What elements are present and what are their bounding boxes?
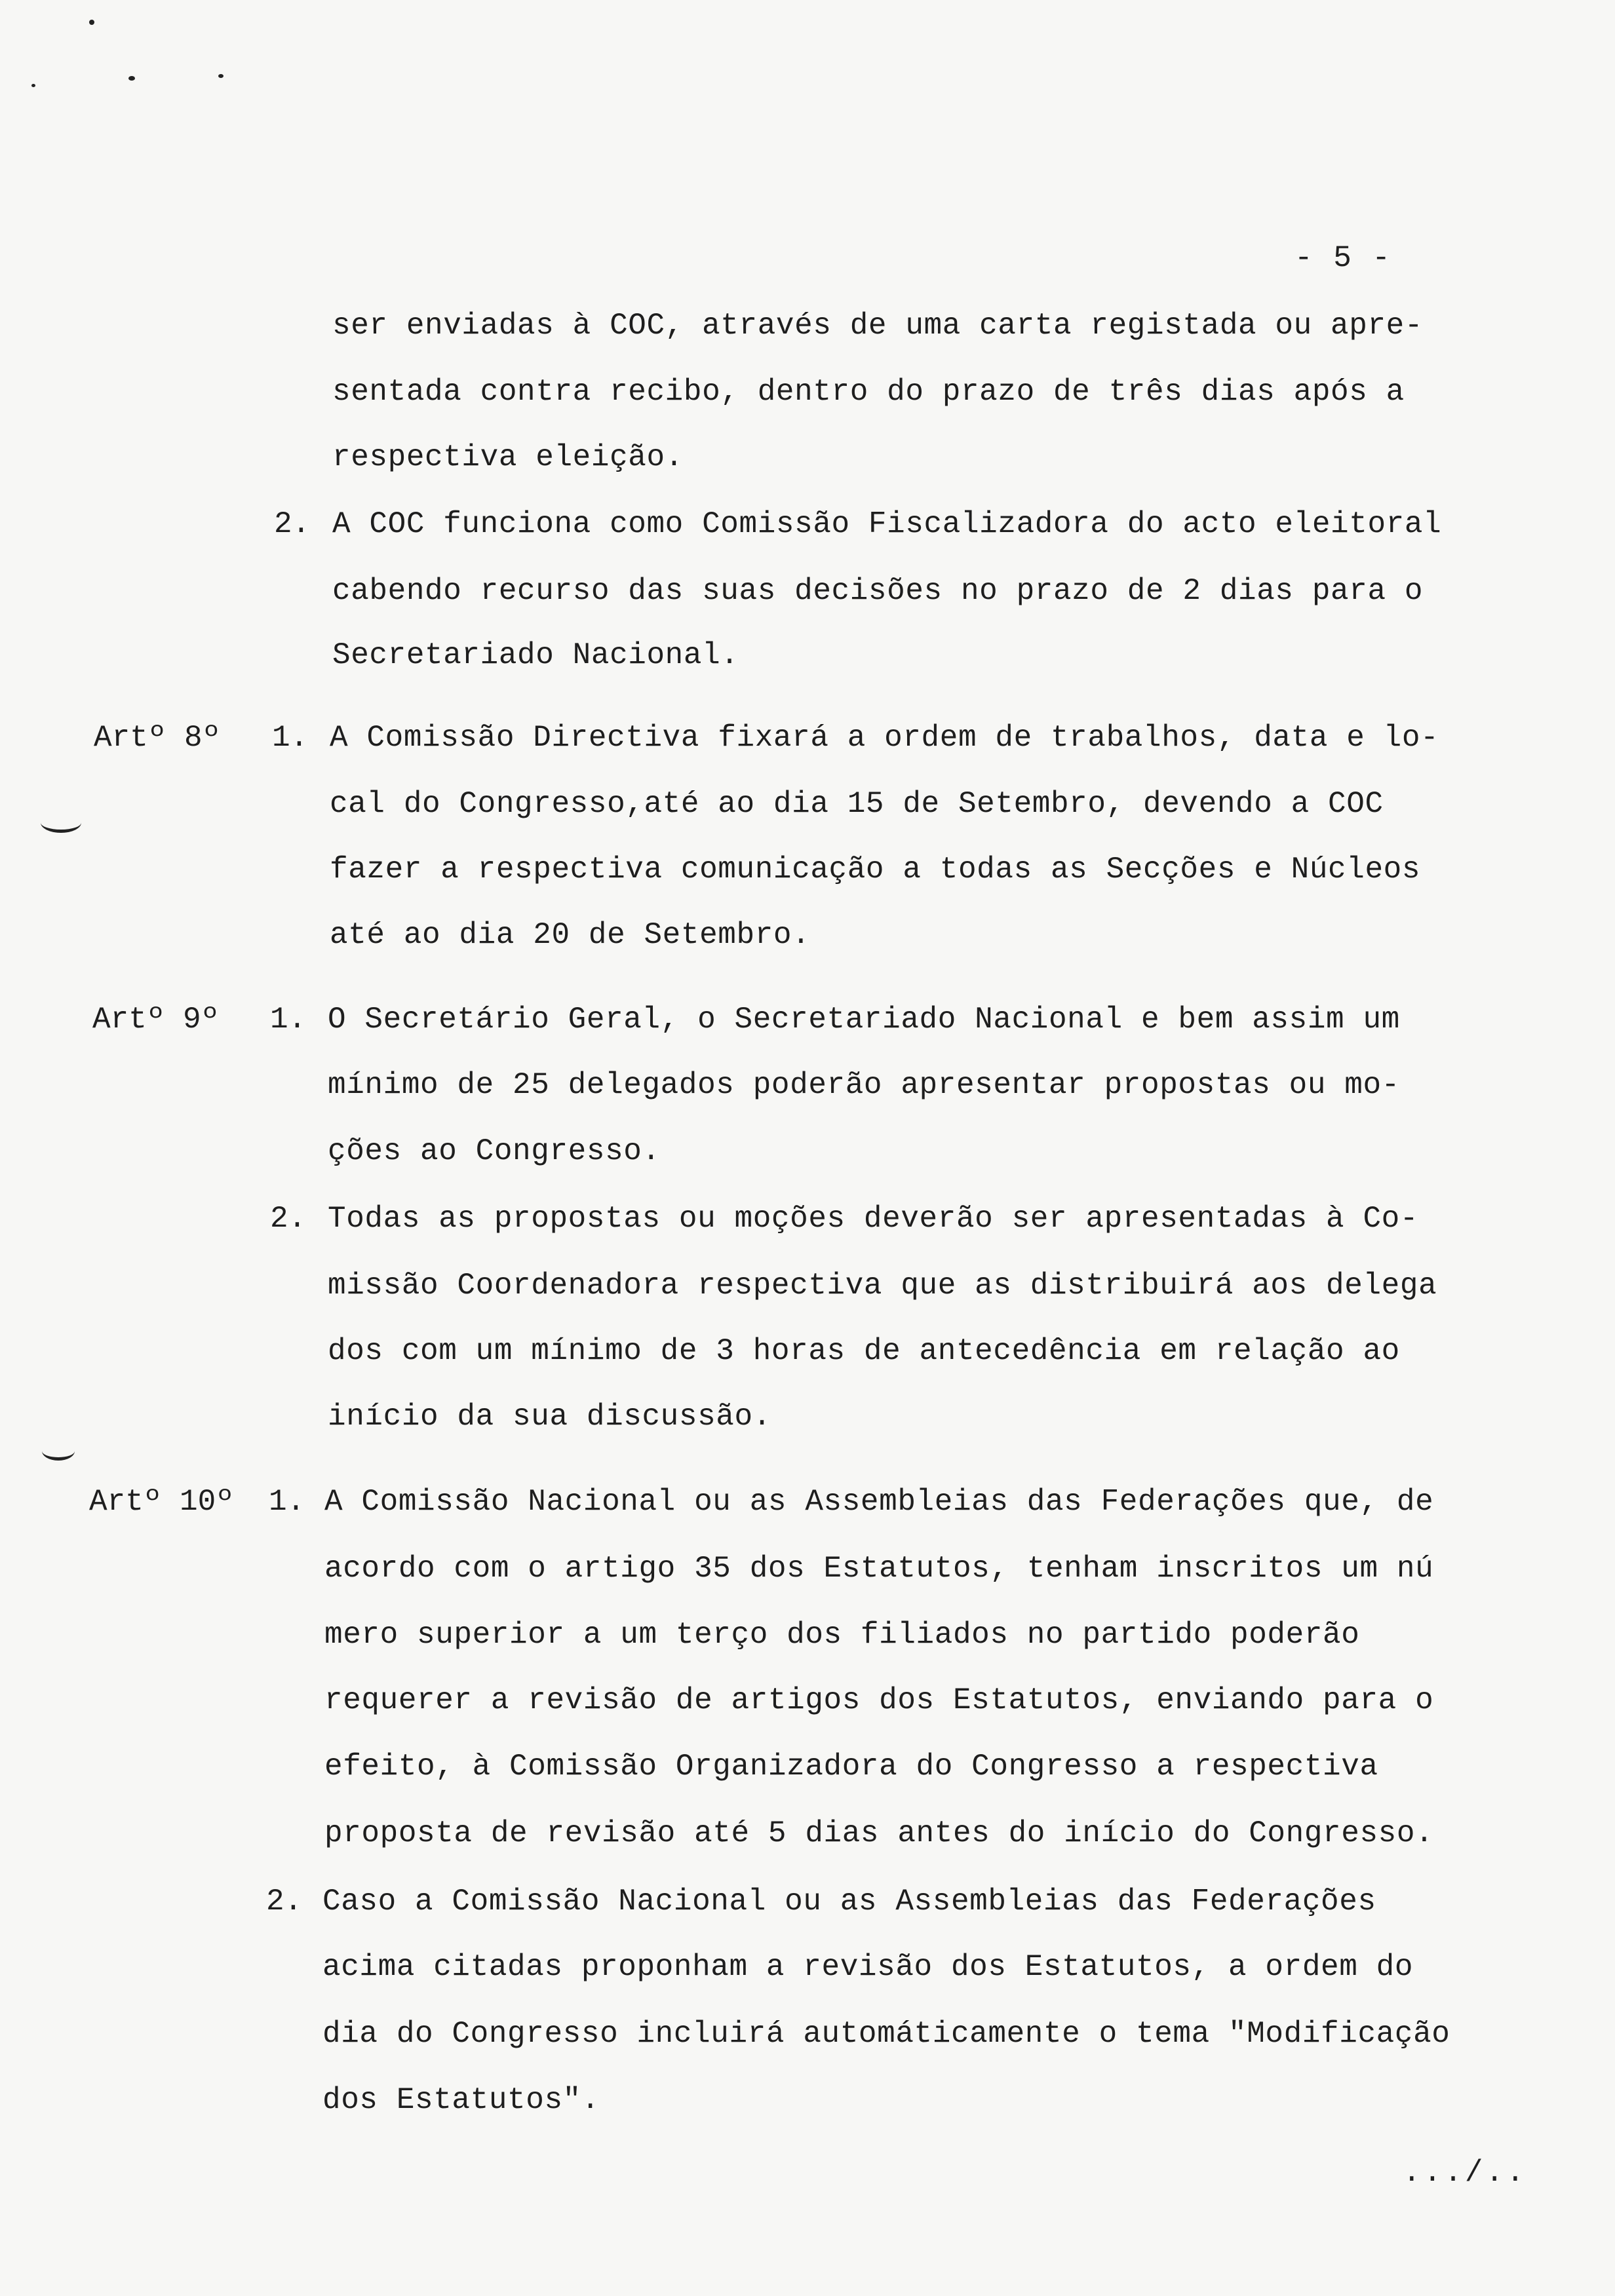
stray-mark — [31, 84, 35, 87]
text-line: dos com um mínimo de 3 horas de antecedência em relação ao — [328, 1334, 1400, 1368]
text-line: sentada contra recibo, dentro do prazo de três dias após a — [332, 375, 1405, 409]
stray-mark — [128, 76, 135, 81]
stray-mark — [218, 74, 224, 78]
text-line: Todas as propostas ou moções deverão ser apresentadas à Co- — [328, 1202, 1419, 1236]
text-line: cabendo recurso das suas decisões no prazo de 2 dias para o — [332, 574, 1424, 608]
article-label: Artº 8º — [94, 721, 221, 755]
margin-mark — [41, 813, 81, 833]
text-line: requerer a revisão de artigos dos Estatutos, enviando para o — [324, 1683, 1434, 1717]
item-number: 2. — [274, 507, 311, 541]
margin-mark — [42, 1442, 75, 1461]
text-line: Caso a Comissão Nacional ou as Assembleias das Federações — [322, 1885, 1376, 1919]
text-line: proposta de revisão até 5 dias antes do início do Congresso. — [324, 1816, 1434, 1850]
text-line: mínimo de 25 delegados poderão apresentar propostas ou mo- — [328, 1068, 1400, 1102]
text-line: até ao dia 20 de Setembro. — [330, 918, 811, 952]
text-line: ser enviadas à COC, através de uma carta registada ou apre- — [332, 309, 1424, 343]
stray-mark — [89, 20, 94, 25]
text-line: A COC funciona como Comissão Fiscalizadora do acto eleitoral — [332, 507, 1442, 541]
item-number: 2. — [266, 1885, 303, 1919]
article-label: Artº 10º — [89, 1485, 234, 1519]
text-line: dia do Congresso incluirá automáticamente o tema "Modificação — [322, 2017, 1450, 2051]
text-line: ções ao Congresso. — [328, 1134, 661, 1168]
text-line: A Comissão Directiva fixará a ordem de trabalhos, data e lo- — [330, 721, 1439, 755]
item-number: 2. — [270, 1202, 307, 1236]
text-line: Secretariado Nacional. — [332, 638, 739, 672]
continuation-mark: .../.. — [1403, 2156, 1527, 2190]
text-line: respectiva eleição. — [332, 440, 684, 474]
item-number: 1. — [270, 1003, 307, 1037]
text-line: mero superior a um terço dos filiados no partido poderão — [324, 1618, 1360, 1652]
text-line: início da sua discussão. — [328, 1400, 771, 1434]
article-label: Artº 9º — [92, 1003, 220, 1037]
page-number: - 5 - — [1294, 241, 1392, 275]
text-line: missão Coordenadora respectiva que as distribuirá aos delega — [328, 1269, 1437, 1303]
text-line: acordo com o artigo 35 dos Estatutos, tenham inscritos um nú — [324, 1552, 1434, 1586]
item-number: 1. — [272, 721, 309, 755]
text-line: fazer a respectiva comunicação a todas as Secções e Núcleos — [330, 852, 1421, 887]
text-line: cal do Congresso,até ao dia 15 de Setembro, devendo a COC — [330, 787, 1384, 821]
text-line: O Secretário Geral, o Secretariado Nacional e bem assim um — [328, 1003, 1400, 1037]
text-line: efeito, à Comissão Organizadora do Congresso a respectiva — [324, 1750, 1378, 1784]
item-number: 1. — [269, 1485, 305, 1519]
text-line: A Comissão Nacional ou as Assembleias das Federações que, de — [324, 1485, 1434, 1519]
text-line: acima citadas proponham a revisão dos Estatutos, a ordem do — [322, 1950, 1414, 1984]
text-line: dos Estatutos". — [322, 2083, 600, 2117]
